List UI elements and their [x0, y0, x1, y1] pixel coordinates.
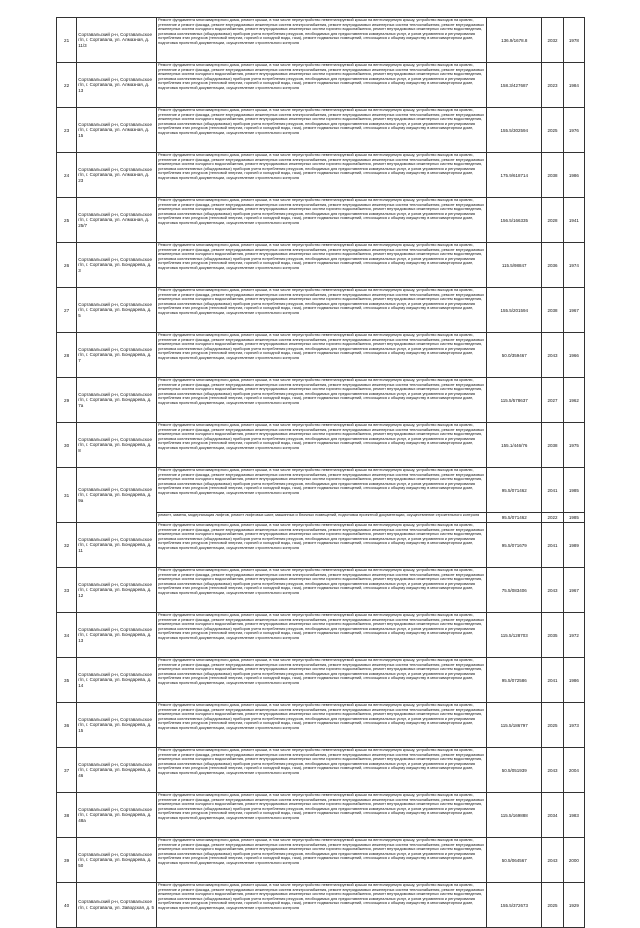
row-year-built: 1973 — [563, 703, 584, 748]
row-area: 156.5/166335 — [487, 198, 542, 243]
row-address: Сортавальский р-н, Сортавальское г/п, г. Сортавала, ул. Бондарева, д. 9а — [77, 468, 157, 523]
row-area: 115.5/578637 — [487, 378, 542, 423]
row-number: 21 — [57, 18, 77, 63]
row-number: 35 — [57, 658, 77, 703]
row-year-planned: 2043 — [542, 568, 563, 613]
row-year-built: 1989 — [563, 523, 584, 568]
table-row — [57, 793, 585, 838]
row-area: 155.5/372673 — [487, 883, 542, 928]
table-row — [57, 288, 585, 333]
row-year-built: 1986 — [563, 658, 584, 703]
row-year-built: 1985 — [563, 468, 584, 513]
row-work-description-text: Ремонт фундамента многоквартирного дома, ремонт крыши, в том числе переустройство невентилируемой крыши на вентилируемую крышу, устройство выходов на кровлю, утепление и ремонт фасада, ремонт внутридомовых инженерных систем электроснабжения, ремонт внутридомовых инженерных систем теплоснабжения, ремонт внутридомовых инженерных систем холодного водоснабжения, ремонт внутридомовых инженерных систем горячего водоснабжения, ремонт внутридомовых инженерных систем водоотведения, установка коллективных (общедомовых) приборов учета потребления ресурсов, необходимых для предоставления коммунальных услуг, и узлов управления и регулирования потребления этих ресурсов (тепловой энергии, горячей и холодной воды, газа), ремонт подвальных помещений, относящихся к общему имуществу в многоквартирном доме, подготовка проектной документации, осуществление строительного контроля — [158, 423, 485, 450]
row-work-description-text: Ремонт фундамента многоквартирного дома, ремонт крыши, в том числе переустройство невентилируемой крыши на вентилируемую крышу, устройство выходов на кровлю, утепление и ремонт фасада, ремонт внутридомовых инженерных систем электроснабжения, ремонт внутридомовых инженерных систем теплоснабжения, ремонт внутридомовых инженерных систем холодного водоснабжения, ремонт внутридомовых инженерных систем горячего водоснабжения, ремонт внутридомовых инженерных систем водоотведения, установка коллективных (общедомовых) приборов учета потребления ресурсов, необходимых для предоставления коммунальных услуг, и узлов управления и регулирования потребления этих ресурсов (тепловой энергии, горячей и холодной воды, газа), ремонт подвальных помещений, относящихся к общему имуществу в многоквартирном доме, подготовка проектной документации, осуществление строительного контроля — [158, 568, 485, 595]
row-year-built: 1978 — [563, 18, 584, 63]
row-year-built: 1983 — [563, 793, 584, 838]
row-number: 36 — [57, 703, 77, 748]
row-year-built: 1975 — [563, 423, 584, 468]
row-work-description-text: Ремонт фундамента многоквартирного дома, ремонт крыши, в том числе переустройство невентилируемой крыши на вентилируемую крышу, устройство выходов на кровлю, утепление и ремонт фасада, ремонт внутридомовых инженерных систем электроснабжения, ремонт внутридомовых инженерных систем теплоснабжения, ремонт внутридомовых инженерных систем холодного водоснабжения, ремонт внутридомовых инженерных систем горячего водоснабжения, ремонт внутридомовых инженерных систем водоотведения, установка коллективных (общедомовых) приборов учета потребления ресурсов, необходимых для предоставления коммунальных услуг, и узлов управления и регулирования потребления этих ресурсов (тепловой энергии, горячей и холодной воды, газа), ремонт подвальных помещений, относящихся к общему имуществу в многоквартирном доме, подготовка проектной документации, осуществление строительного контроля — [158, 838, 485, 865]
row-year-planned: 2043 — [542, 838, 563, 883]
row-year-planned: 2025 — [542, 108, 563, 153]
sub-row-year-planned: 2022 — [542, 513, 563, 523]
row-year-planned: 2032 — [542, 18, 563, 63]
row-address: Сортавальский р-н, Сортавальское г/п, г. Сортавала, ул. Алмазная, д. 11/3 — [77, 18, 157, 63]
sub-row-year-built: 1985 — [563, 513, 584, 523]
row-area: 115.5/186797 — [487, 703, 542, 748]
table-row — [57, 63, 585, 108]
row-year-built: 1967 — [563, 568, 584, 613]
row-year-built: 1986 — [563, 153, 584, 198]
row-area: 95.5/071679 — [487, 523, 542, 568]
row-address: Сортавальский р-н, Сортавальское г/п, г. Сортавала, ул. Бондарева, д. 14 — [77, 658, 157, 703]
row-number: 25 — [57, 198, 77, 243]
row-year-planned: 2025 — [542, 703, 563, 748]
row-number: 22 — [57, 63, 77, 108]
repair-schedule-table — [56, 17, 585, 928]
row-area: 50.5/064567 — [487, 838, 542, 883]
row-address: Сортавальский р-н, Сортавальское г/п, г. Сортавала, ул. Бондарева, д. 13 — [77, 613, 157, 658]
row-work-description — [157, 658, 487, 703]
row-year-planned: 2025 — [542, 883, 563, 928]
row-work-description — [157, 793, 487, 838]
row-area: 115.5/169888 — [487, 793, 542, 838]
row-area: 75.5/083406 — [487, 568, 542, 613]
row-work-description-text: Ремонт фундамента многоквартирного дома, ремонт крыши, в том числе переустройство невентилируемой крыши на вентилируемую крышу, устройство выходов на кровлю, утепление и ремонт фасада, ремонт внутридомовых инженерных систем электроснабжения, ремонт внутридомовых инженерных систем теплоснабжения, ремонт внутридомовых инженерных систем холодного водоснабжения, ремонт внутридомовых инженерных систем горячего водоснабжения, ремонт внутридомовых инженерных систем водоотведения, установка коллективных (общедомовых) приборов учета потребления ресурсов, необходимых для предоставления коммунальных услуг, и узлов управления и регулирования потребления этих ресурсов (тепловой энергии, горячей и холодной воды, газа), ремонт подвальных помещений, относящихся к общему имуществу в многоквартирном доме, подготовка проектной документации, осуществление строительного контроля — [158, 333, 485, 360]
row-address: Сортавальский р-н, Сортавальское г/п, г. Сортавала, ул. Бондарева, д. 15 — [77, 703, 157, 748]
row-area: 155.1/446/76 — [487, 423, 542, 468]
table-row — [57, 378, 585, 423]
row-number: 28 — [57, 333, 77, 378]
row-year-planned: 2041 — [542, 523, 563, 568]
row-year-planned: 2041 — [542, 468, 563, 513]
table-row — [57, 198, 585, 243]
row-address: Сортавальский р-н, Сортавальское г/п, г. Сортавала, ул. Алмазная, д. 23 — [77, 153, 157, 198]
row-area: 155.5/201594 — [487, 288, 542, 333]
row-number: 38 — [57, 793, 77, 838]
row-work-description-text: Ремонт фундамента многоквартирного дома, ремонт крыши, в том числе переустройство невентилируемой крыши на вентилируемую крышу, устройство выходов на кровлю, утепление и ремонт фасада, ремонт внутридомовых инженерных систем электроснабжения, ремонт внутридомовых инженерных систем теплоснабжения, ремонт внутридомовых инженерных систем холодного водоснабжения, ремонт внутридомовых инженерных систем горячего водоснабжения, ремонт внутридомовых инженерных систем водоотведения, установка коллективных (общедомовых) приборов учета потребления ресурсов, необходимых для предоставления коммунальных услуг, и узлов управления и регулирования потребления этих ресурсов (тепловой энергии, горячей и холодной воды, газа), ремонт подвальных помещений, относящихся к общему имуществу в многоквартирном доме, подготовка проектной документации, осуществление строительного контроля — [158, 243, 485, 270]
row-number: 23 — [57, 108, 77, 153]
row-number: 39 — [57, 838, 77, 883]
table-row — [57, 523, 585, 568]
row-address: Сортавальский р-н, Сортавальское г/п, г. Сортавала, ул. Алмазная, д. 15 — [77, 108, 157, 153]
row-work-description — [157, 883, 487, 928]
table-row — [57, 153, 585, 198]
row-work-description — [157, 153, 487, 198]
table-row — [57, 838, 585, 883]
sub-row-area: 95.5/071462 — [487, 513, 542, 523]
row-work-description-text: Ремонт фундамента многоквартирного дома, ремонт крыши, в том числе переустройство невентилируемой крыши на вентилируемую крышу, устройство выходов на кровлю, утепление и ремонт фасада, ремонт внутридомовых инженерных систем электроснабжения, ремонт внутридомовых инженерных систем теплоснабжения, ремонт внутридомовых инженерных систем холодного водоснабжения, ремонт внутридомовых инженерных систем горячего водоснабжения, ремонт внутридомовых инженерных систем водоотведения, установка коллективных (общедомовых) приборов учета потребления ресурсов, необходимых для предоставления коммунальных услуг, и узлов управления и регулирования потребления этих ресурсов (тепловой энергии, горячей и холодной воды, газа), ремонт подвальных помещений, относящихся к общему имуществу в многоквартирном доме, подготовка проектной документации, осуществление строительного контроля — [158, 63, 485, 90]
table-row — [57, 333, 585, 378]
row-year-planned: 2023 — [542, 63, 563, 108]
row-work-description-text: Ремонт фундамента многоквартирного дома, ремонт крыши, в том числе переустройство невентилируемой крыши на вентилируемую крышу, устройство выходов на кровлю, утепление и ремонт фасада, ремонт внутридомовых инженерных систем электроснабжения, ремонт внутридомовых инженерных систем теплоснабжения, ремонт внутридомовых инженерных систем холодного водоснабжения, ремонт внутридомовых инженерных систем горячего водоснабжения, ремонт внутридомовых инженерных систем водоотведения, установка коллективных (общедомовых) приборов учета потребления ресурсов, необходимых для предоставления коммунальных услуг, и узлов управления и регулирования потребления этих ресурсов (тепловой энергии, горячей и холодной воды, газа), ремонт подвальных помещений, относящихся к общему имуществу в многоквартирном доме, подготовка проектной документации, осуществление строительного контроля — [158, 883, 485, 910]
row-work-description — [157, 748, 487, 793]
row-address: Сортавальский р-н, Сортавальское г/п, г. Сортавала, ул. Бондарева, д. 11 — [77, 523, 157, 568]
row-number: 37 — [57, 748, 77, 793]
table-row — [57, 243, 585, 288]
row-address: Сортавальский р-н, Сортавальское г/п, г. Сортавала, ул. Алмазная, д. 25/7 — [77, 198, 157, 243]
table-row — [57, 703, 585, 748]
row-year-planned: 2028 — [542, 198, 563, 243]
table-row — [57, 748, 585, 793]
row-area: 175.9/618714 — [487, 153, 542, 198]
row-address: Сортавальский р-н, Сортавальское г/п, г. Сортавала, ул. Бондарева, д. 8 — [77, 423, 157, 468]
row-work-description-text: Ремонт фундамента многоквартирного дома, ремонт крыши, в том числе переустройство невентилируемой крыши на вентилируемую крышу, устройство выходов на кровлю, утепление и ремонт фасада, ремонт внутридомовых инженерных систем электроснабжения, ремонт внутридомовых инженерных систем теплоснабжения, ремонт внутридомовых инженерных систем холодного водоснабжения, ремонт внутридомовых инженерных систем горячего водоснабжения, ремонт внутридомовых инженерных систем водоотведения, установка коллективных (общедомовых) приборов учета потребления ресурсов, необходимых для предоставления коммунальных услуг, и узлов управления и регулирования потребления этих ресурсов (тепловой энергии, горячей и холодной воды, газа), ремонт подвальных помещений, относящихся к общему имуществу в многоквартирном доме, подготовка проектной документации, осуществление строительного контроля — [158, 523, 485, 550]
table-row — [57, 423, 585, 468]
row-number: 32 — [57, 523, 77, 568]
row-year-planned: 2038 — [542, 423, 563, 468]
row-work-description — [157, 613, 487, 658]
row-address: Сортавальский р-н, Сортавальское г/п, г. Сортавала, ул. Бондарева, д. 7а — [77, 378, 157, 423]
row-year-planned: 2043 — [542, 333, 563, 378]
row-year-built: 1972 — [563, 613, 584, 658]
row-address: Сортавальский р-н, Сортавальское г/п, г. Сортавала, ул. Бондарева, д. 7 — [77, 333, 157, 378]
row-number: 31 — [57, 468, 77, 523]
row-address: Сортавальский р-н, Сортавальское г/п, г. Сортавала, ул. Бондарева, д. 3 — [77, 243, 157, 288]
row-area: 136.9/1678.8 — [487, 18, 542, 63]
row-address: Сортавальский р-н, Сортавальское г/п, г. Сортавала, ул. Бондарева, д. 46 — [77, 748, 157, 793]
table-row — [57, 883, 585, 928]
row-area: 115.5/98847 — [487, 243, 542, 288]
table-row — [57, 658, 585, 703]
row-number: 24 — [57, 153, 77, 198]
row-year-built: 1962 — [563, 378, 584, 423]
row-address: Сортавальский р-н, Сортавальское г/п, г. Сортавала, ул. Заводская, д. 5 — [77, 883, 157, 928]
row-work-description-text: Ремонт фундамента многоквартирного дома, ремонт крыши, в том числе переустройство невентилируемой крыши на вентилируемую крышу, устройство выходов на кровлю, утепление и ремонт фасада, ремонт внутридомовых инженерных систем электроснабжения, ремонт внутридомовых инженерных систем теплоснабжения, ремонт внутридомовых инженерных систем холодного водоснабжения, ремонт внутридомовых инженерных систем горячего водоснабжения, ремонт внутридомовых инженерных систем водоотведения, установка коллективных (общедомовых) приборов учета потребления ресурсов, необходимых для предоставления коммунальных услуг, и узлов управления и регулирования потребления этих ресурсов (тепловой энергии, горячей и холодной воды, газа), ремонт подвальных помещений, относящихся к общему имуществу в многоквартирном доме, подготовка проектной документации, осуществление строительного контроля — [158, 18, 485, 45]
row-number: 30 — [57, 423, 77, 468]
row-work-description — [157, 198, 487, 243]
row-number: 27 — [57, 288, 77, 333]
row-work-description — [157, 333, 487, 378]
row-work-description — [157, 703, 487, 748]
row-year-planned: 2038 — [542, 153, 563, 198]
row-area: 50.5/051939 — [487, 748, 542, 793]
row-work-description-text: Ремонт фундамента многоквартирного дома, ремонт крыши, в том числе переустройство невентилируемой крыши на вентилируемую крышу, устройство выходов на кровлю, утепление и ремонт фасада, ремонт внутридомовых инженерных систем электроснабжения, ремонт внутридомовых инженерных систем теплоснабжения, ремонт внутридомовых инженерных систем холодного водоснабжения, ремонт внутридомовых инженерных систем горячего водоснабжения, ремонт внутридомовых инженерных систем водоотведения, установка коллективных (общедомовых) приборов учета потребления ресурсов, необходимых для предоставления коммунальных услуг, и узлов управления и регулирования потребления этих ресурсов (тепловой энергии, горячей и холодной воды, газа), ремонт подвальных помещений, относящихся к общему имуществу в многоквартирном доме, подготовка проектной документации, осуществление строительного контроля — [158, 613, 485, 640]
row-work-description — [157, 243, 487, 288]
row-year-planned: 2035 — [542, 613, 563, 658]
row-year-built: 1974 — [563, 243, 584, 288]
row-work-description — [157, 18, 487, 63]
row-year-built: 1929 — [563, 883, 584, 928]
row-work-description — [157, 523, 487, 568]
table-row — [57, 18, 585, 63]
row-number: 29 — [57, 378, 77, 423]
row-year-planned: 2036 — [542, 243, 563, 288]
row-work-description — [157, 108, 487, 153]
row-year-built: 1984 — [563, 63, 584, 108]
row-work-description-text: Ремонт фундамента многоквартирного дома, ремонт крыши, в том числе переустройство невентилируемой крыши на вентилируемую крышу, устройство выходов на кровлю, утепление и ремонт фасада, ремонт внутридомовых инженерных систем электроснабжения, ремонт внутридомовых инженерных систем теплоснабжения, ремонт внутридомовых инженерных систем холодного водоснабжения, ремонт внутридомовых инженерных систем горячего водоснабжения, ремонт внутридомовых инженерных систем водоотведения, установка коллективных (общедомовых) приборов учета потребления ресурсов, необходимых для предоставления коммунальных услуг, и узлов управления и регулирования потребления этих ресурсов (тепловой энергии, горячей и холодной воды, газа), ремонт подвальных помещений, относящихся к общему имуществу в многоквартирном доме, подготовка проектной документации, осуществление строительного контроля — [158, 108, 485, 135]
row-work-description-text: Ремонт фундамента многоквартирного дома, ремонт крыши, в том числе переустройство невентилируемой крыши на вентилируемую крышу, устройство выходов на кровлю, утепление и ремонт фасада, ремонт внутридомовых инженерных систем электроснабжения, ремонт внутридомовых инженерных систем теплоснабжения, ремонт внутридомовых инженерных систем холодного водоснабжения, ремонт внутридомовых инженерных систем горячего водоснабжения, ремонт внутридомовых инженерных систем водоотведения, установка коллективных (общедомовых) приборов учета потребления ресурсов, необходимых для предоставления коммунальных услуг, и узлов управления и регулирования потребления этих ресурсов (тепловой энергии, горячей и холодной воды, газа), ремонт подвальных помещений, относящихся к общему имуществу в многоквартирном доме, подготовка проектной документации, осуществление строительного контроля — [158, 153, 485, 180]
row-number: 33 — [57, 568, 77, 613]
row-work-description — [157, 288, 487, 333]
row-work-description-text: Ремонт фундамента многоквартирного дома, ремонт крыши, в том числе переустройство невентилируемой крыши на вентилируемую крышу, устройство выходов на кровлю, утепление и ремонт фасада, ремонт внутридомовых инженерных систем электроснабжения, ремонт внутридомовых инженерных систем теплоснабжения, ремонт внутридомовых инженерных систем холодного водоснабжения, ремонт внутридомовых инженерных систем горячего водоснабжения, ремонт внутридомовых инженерных систем водоотведения, установка коллективных (общедомовых) приборов учета потребления ресурсов, необходимых для предоставления коммунальных услуг, и узлов управления и регулирования потребления этих ресурсов (тепловой энергии, горячей и холодной воды, газа), ремонт подвальных помещений, относящихся к общему имуществу в многоквартирном доме, подготовка проектной документации, осуществление строительного контроля — [158, 748, 485, 775]
row-work-description — [157, 423, 487, 468]
row-year-planned: 2027 — [542, 378, 563, 423]
table-row — [57, 468, 585, 513]
row-work-description — [157, 568, 487, 613]
row-work-description-text: Ремонт фундамента многоквартирного дома, ремонт крыши, в том числе переустройство невентилируемой крыши на вентилируемую крышу, устройство выходов на кровлю, утепление и ремонт фасада, ремонт внутридомовых инженерных систем электроснабжения, ремонт внутридомовых инженерных систем теплоснабжения, ремонт внутридомовых инженерных систем холодного водоснабжения, ремонт внутридомовых инженерных систем горячего водоснабжения, ремонт внутридомовых инженерных систем водоотведения, установка коллективных (общедомовых) приборов учета потребления ресурсов, необходимых для предоставления коммунальных услуг, и узлов управления и регулирования потребления этих ресурсов (тепловой энергии, горячей и холодной воды, газа), ремонт подвальных помещений, относящихся к общему имуществу в многоквартирном доме, подготовка проектной документации, осуществление строительного контроля — [158, 468, 485, 495]
row-work-description — [157, 63, 487, 108]
row-year-built: 1966 — [563, 333, 584, 378]
row-number: 40 — [57, 883, 77, 928]
row-year-planned: 2038 — [542, 288, 563, 333]
row-number: 26 — [57, 243, 77, 288]
sub-row-work-description-text: ремонт, замена, модернизация лифтов, ремонт лифтовых шахт, машинных и блочных помещений, подготовка проектной документации, осуществление строительного контроля — [158, 513, 480, 517]
row-area: 155.5/302594 — [487, 108, 542, 153]
row-year-planned: 2043 — [542, 748, 563, 793]
row-year-built: 2000 — [563, 838, 584, 883]
row-year-built: 1941 — [563, 198, 584, 243]
row-work-description-text: Ремонт фундамента многоквартирного дома, ремонт крыши, в том числе переустройство невентилируемой крыши на вентилируемую крышу, устройство выходов на кровлю, утепление и ремонт фасада, ремонт внутридомовых инженерных систем электроснабжения, ремонт внутридомовых инженерных систем теплоснабжения, ремонт внутридомовых инженерных систем холодного водоснабжения, ремонт внутридомовых инженерных систем горячего водоснабжения, ремонт внутридомовых инженерных систем водоотведения, установка коллективных (общедомовых) приборов учета потребления ресурсов, необходимых для предоставления коммунальных услуг, и узлов управления и регулирования потребления этих ресурсов (тепловой энергии, горячей и холодной воды, газа), ремонт подвальных помещений, относящихся к общему имуществу в многоквартирном доме, подготовка проектной документации, осуществление строительного контроля — [158, 658, 485, 685]
row-year-built: 1967 — [563, 288, 584, 333]
row-work-description-text: Ремонт фундамента многоквартирного дома, ремонт крыши, в том числе переустройство невентилируемой крыши на вентилируемую крышу, устройство выходов на кровлю, утепление и ремонт фасада, ремонт внутридомовых инженерных систем электроснабжения, ремонт внутридомовых инженерных систем теплоснабжения, ремонт внутридомовых инженерных систем холодного водоснабжения, ремонт внутридомовых инженерных систем горячего водоснабжения, ремонт внутридомовых инженерных систем водоотведения, установка коллективных (общедомовых) приборов учета потребления ресурсов, необходимых для предоставления коммунальных услуг, и узлов управления и регулирования потребления этих ресурсов (тепловой энергии, горячей и холодной воды, газа), ремонт подвальных помещений, относящихся к общему имуществу в многоквартирном доме, подготовка проектной документации, осуществление строительного контроля — [158, 793, 485, 820]
row-work-description — [157, 468, 487, 513]
row-work-description-text: Ремонт фундамента многоквартирного дома, ремонт крыши, в том числе переустройство невентилируемой крыши на вентилируемую крышу, устройство выходов на кровлю, утепление и ремонт фасада, ремонт внутридомовых инженерных систем электроснабжения, ремонт внутридомовых инженерных систем теплоснабжения, ремонт внутридомовых инженерных систем холодного водоснабжения, ремонт внутридомовых инженерных систем горячего водоснабжения, ремонт внутридомовых инженерных систем водоотведения, установка коллективных (общедомовых) приборов учета потребления ресурсов, необходимых для предоставления коммунальных услуг, и узлов управления и регулирования потребления этих ресурсов (тепловой энергии, горячей и холодной воды, газа), ремонт подвальных помещений, относящихся к общему имуществу в многоквартирном доме, подготовка проектной документации, осуществление строительного контроля — [158, 378, 485, 405]
row-work-description — [157, 838, 487, 883]
row-area: 95.5/072586 — [487, 658, 542, 703]
sub-row-work-description — [157, 513, 487, 523]
row-area: 115.5/128703 — [487, 613, 542, 658]
row-area: 95.5/071462 — [487, 468, 542, 513]
table-row — [57, 613, 585, 658]
row-area: 158.3/427687 — [487, 63, 542, 108]
row-address: Сортавальский р-н, Сортавальское г/п, г. Сортавала, ул. Бондарева, д. 5 — [77, 288, 157, 333]
row-address: Сортавальский р-н, Сортавальское г/п, г. Сортавала, ул. Бондарева, д. 50 — [77, 838, 157, 883]
row-year-built: 2004 — [563, 748, 584, 793]
row-year-planned: 2034 — [542, 793, 563, 838]
table-row — [57, 108, 585, 153]
row-number: 34 — [57, 613, 77, 658]
row-address: Сортавальский р-н, Сортавальское г/п, г. Сортавала, ул. Бондарева, д. 12 — [77, 568, 157, 613]
table-body — [57, 18, 585, 928]
row-work-description-text: Ремонт фундамента многоквартирного дома, ремонт крыши, в том числе переустройство невентилируемой крыши на вентилируемую крышу, устройство выходов на кровлю, утепление и ремонт фасада, ремонт внутридомовых инженерных систем электроснабжения, ремонт внутридомовых инженерных систем теплоснабжения, ремонт внутридомовых инженерных систем холодного водоснабжения, ремонт внутридомовых инженерных систем горячего водоснабжения, ремонт внутридомовых инженерных систем водоотведения, установка коллективных (общедомовых) приборов учета потребления ресурсов, необходимых для предоставления коммунальных услуг, и узлов управления и регулирования потребления этих ресурсов (тепловой энергии, горячей и холодной воды, газа), ремонт подвальных помещений, относящихся к общему имуществу в многоквартирном доме, подготовка проектной документации, осуществление строительного контроля — [158, 198, 485, 225]
row-area: 50.0/359467 — [487, 333, 542, 378]
row-year-built: 1976 — [563, 108, 584, 153]
row-address: Сортавальский р-н, Сортавальское г/п, г. Сортавала, ул. Алмазная, д. 13 — [77, 63, 157, 108]
document-sheet — [56, 17, 585, 928]
row-address: Сортавальский р-н, Сортавальское г/п, г. Сортавала, ул. Бондарева, д. 48а — [77, 793, 157, 838]
row-year-planned: 2041 — [542, 658, 563, 703]
row-work-description — [157, 378, 487, 423]
row-work-description-text: Ремонт фундамента многоквартирного дома, ремонт крыши, в том числе переустройство невентилируемой крыши на вентилируемую крышу, устройство выходов на кровлю, утепление и ремонт фасада, ремонт внутридомовых инженерных систем электроснабжения, ремонт внутридомовых инженерных систем теплоснабжения, ремонт внутридомовых инженерных систем холодного водоснабжения, ремонт внутридомовых инженерных систем горячего водоснабжения, ремонт внутридомовых инженерных систем водоотведения, установка коллективных (общедомовых) приборов учета потребления ресурсов, необходимых для предоставления коммунальных услуг, и узлов управления и регулирования потребления этих ресурсов (тепловой энергии, горячей и холодной воды, газа), ремонт подвальных помещений, относящихся к общему имуществу в многоквартирном доме, подготовка проектной документации, осуществление строительного контроля — [158, 288, 485, 315]
row-work-description-text: Ремонт фундамента многоквартирного дома, ремонт крыши, в том числе переустройство невентилируемой крыши на вентилируемую крышу, устройство выходов на кровлю, утепление и ремонт фасада, ремонт внутридомовых инженерных систем электроснабжения, ремонт внутридомовых инженерных систем теплоснабжения, ремонт внутридомовых инженерных систем холодного водоснабжения, ремонт внутридомовых инженерных систем горячего водоснабжения, ремонт внутридомовых инженерных систем водоотведения, установка коллективных (общедомовых) приборов учета потребления ресурсов, необходимых для предоставления коммунальных услуг, и узлов управления и регулирования потребления этих ресурсов (тепловой энергии, горячей и холодной воды, газа), ремонт подвальных помещений, относящихся к общему имуществу в многоквартирном доме, подготовка проектной документации, осуществление строительного контроля — [158, 703, 485, 730]
table-row — [57, 568, 585, 613]
